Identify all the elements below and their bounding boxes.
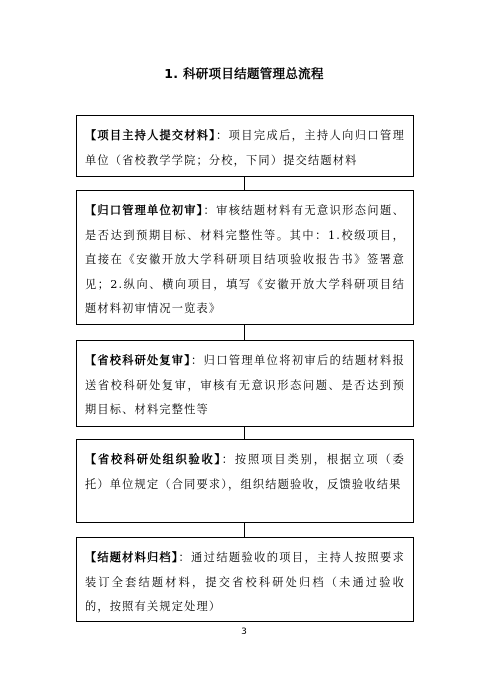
flow-connector — [244, 177, 245, 190]
step-heading: 【省校科研处复审】 — [85, 354, 192, 367]
step-heading: 【项目主持人提交材料】 — [85, 129, 216, 142]
step-preliminary-review — [76, 190, 414, 325]
step-heading: 【归口管理单位初审】 — [85, 204, 204, 217]
step-submit-materials — [76, 115, 414, 177]
step-text: ：按照项目类别，根据立项（委托）单位规定（合同要求），组织结题验收，反馈验收结果 — [85, 453, 405, 491]
step-archive — [76, 537, 414, 622]
step-heading: 【结题材料归档】 — [85, 551, 179, 564]
step-text: ：通过结题验收的项目，主持人按照要求装订全套结题材料，提交省校科研处归档（未通过验收的，按照有关规定处理） — [85, 551, 405, 613]
page-number: 3 — [241, 627, 247, 637]
step-text: ：归口管理单位将初审后的结题材料报送省校科研处复审，审核有无意识形态问题、是否达到预期目标、材料完整性等 — [85, 354, 406, 416]
step-text: ：项目完成后，主持人向归口管理单位（省校教学学院；分校，下同）提交结题材料 — [85, 129, 405, 167]
flow-connector — [244, 523, 245, 537]
step-text: ：审核结题材料有无意识形态问题、是否达到预期目标、材料完整性等。其中：1.校级项目，直接在《安徽开放大学科研项目结项验收报告书》签署意见；2.纵向、横向项目，填写《安徽开放大学科研项目结题材料初审情况一览表》 — [85, 204, 405, 315]
page-title: 1. 科研项目结题管理总流程 — [164, 66, 324, 81]
flow-connector — [244, 427, 245, 439]
step-acceptance — [76, 439, 414, 523]
step-heading: 【省校科研处组织验收】 — [85, 453, 222, 466]
step-secondary-review — [76, 340, 414, 427]
flow-connector — [244, 325, 245, 340]
